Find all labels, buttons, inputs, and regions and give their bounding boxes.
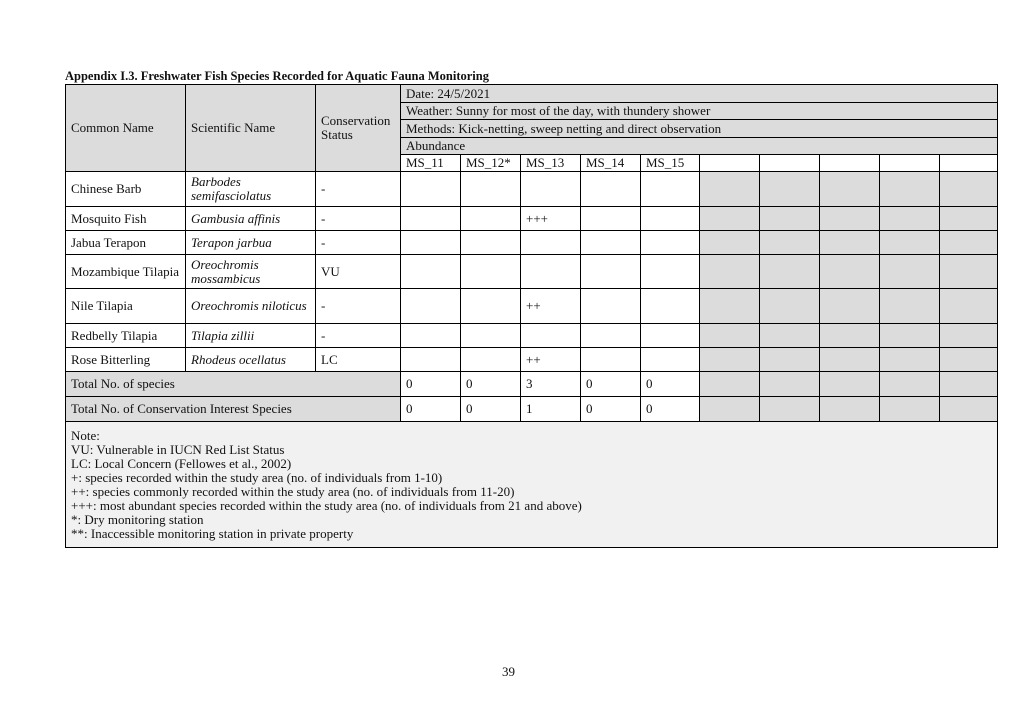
total-cell: 0 (641, 397, 700, 422)
table-row (66, 172, 998, 207)
note-line: +: species recorded within the study area (no. of individuals from 1-10) (71, 469, 443, 485)
shaded-cell (820, 397, 880, 422)
shaded-cell (940, 207, 998, 231)
status-cell: - (316, 289, 401, 324)
abundance-cell (401, 324, 461, 348)
station-header: MS_13 (521, 155, 581, 172)
note-heading: Note: (71, 427, 100, 443)
page-number: 39 (502, 664, 515, 679)
abundance-cell (401, 348, 461, 372)
abundance-cell (401, 172, 461, 207)
header-common-name: Common Name (66, 85, 186, 172)
abundance-cell (641, 255, 700, 289)
scientific-name-cell: Barbodes semifasciolatus (186, 172, 316, 207)
shaded-cell (880, 289, 940, 324)
total-species-row (66, 372, 998, 397)
shaded-cell (760, 172, 820, 207)
abundance-cell (461, 324, 521, 348)
shaded-cell (760, 324, 820, 348)
shaded-cell (880, 372, 940, 397)
header-weather: Weather: Sunny for most of the day, with thundery shower (401, 103, 998, 120)
shaded-cell (880, 324, 940, 348)
station-header: MS_15 (641, 155, 700, 172)
abundance-cell (521, 231, 581, 255)
empty-cell (760, 155, 820, 172)
status-cell: - (316, 231, 401, 255)
abundance-cell (521, 255, 581, 289)
note-line: VU: Vulnerable in IUCN Red List Status (71, 441, 285, 457)
abundance-cell (581, 324, 641, 348)
shaded-cell (760, 397, 820, 422)
table-row (66, 289, 998, 324)
shaded-cell (700, 372, 760, 397)
table-row (66, 207, 998, 231)
abundance-cell (521, 172, 581, 207)
total-cell: 0 (581, 397, 641, 422)
shaded-cell (880, 207, 940, 231)
scientific-name-cell: Terapon jarbua (186, 231, 316, 255)
shaded-cell (700, 172, 760, 207)
shaded-cell (820, 348, 880, 372)
shaded-cell (820, 231, 880, 255)
table-row (66, 348, 998, 372)
total-cell: 0 (641, 372, 700, 397)
scientific-name-cell: Gambusia affinis (186, 207, 316, 231)
status-cell: - (316, 324, 401, 348)
notes-cell (66, 422, 998, 548)
abundance-cell (401, 289, 461, 324)
shaded-cell (760, 289, 820, 324)
abundance-cell (401, 207, 461, 231)
abundance-cell (521, 324, 581, 348)
abundance-cell (401, 231, 461, 255)
shaded-cell (880, 255, 940, 289)
abundance-cell (581, 289, 641, 324)
abundance-cell (461, 289, 521, 324)
empty-cell (820, 155, 880, 172)
abundance-cell (641, 348, 700, 372)
total-interest-label: Total No. of Conservation Interest Species (66, 397, 401, 422)
common-name-cell: Rose Bitterling (66, 348, 186, 372)
abundance-cell (581, 255, 641, 289)
total-cell: 1 (521, 397, 581, 422)
status-cell: LC (316, 348, 401, 372)
common-name-cell: Mozambique Tilapia (66, 255, 186, 289)
shaded-cell (700, 231, 760, 255)
common-name-cell: Chinese Barb (66, 172, 186, 207)
table-row (66, 324, 998, 348)
shaded-cell (760, 207, 820, 231)
header-scientific-name: Scientific Name (186, 85, 316, 172)
abundance-cell (401, 255, 461, 289)
note-line: +++: most abundant species recorded within the study area (no. of individuals from 21 and above) (71, 497, 582, 513)
note-line: ++: species commonly recorded within the study area (no. of individuals from 11-20) (71, 483, 515, 499)
shaded-cell (940, 289, 998, 324)
empty-cell (700, 155, 760, 172)
total-cell: 0 (401, 397, 461, 422)
scientific-name-cell: Rhodeus ocellatus (186, 348, 316, 372)
abundance-cell (641, 172, 700, 207)
shaded-cell (940, 172, 998, 207)
shaded-cell (880, 172, 940, 207)
abundance-cell (461, 231, 521, 255)
abundance-cell (461, 172, 521, 207)
appendix-title: Appendix I.3. Freshwater Fish Species Recorded for Aquatic Fauna Monitoring (65, 69, 489, 83)
shaded-cell (820, 289, 880, 324)
header-abundance: Abundance (401, 138, 998, 155)
shaded-cell (700, 207, 760, 231)
total-interest-row (66, 397, 998, 422)
common-name-cell: Nile Tilapia (66, 289, 186, 324)
shaded-cell (760, 348, 820, 372)
total-cell: 0 (461, 372, 521, 397)
shaded-cell (820, 324, 880, 348)
abundance-cell (581, 172, 641, 207)
status-cell: VU (316, 255, 401, 289)
note-line: *: Dry monitoring station (71, 511, 204, 527)
total-cell: 0 (401, 372, 461, 397)
status-cell: - (316, 172, 401, 207)
abundance-cell (641, 231, 700, 255)
shaded-cell (940, 324, 998, 348)
shaded-cell (880, 348, 940, 372)
station-header: MS_11 (401, 155, 461, 172)
abundance-cell (641, 324, 700, 348)
shaded-cell (760, 255, 820, 289)
abundance-cell (581, 231, 641, 255)
note-line: LC: Local Concern (Fellowes et al., 2002) (71, 455, 292, 471)
header-methods: Methods: Kick-netting, sweep netting and direct observation (401, 120, 998, 138)
note-line: **: Inaccessible monitoring station in private property (71, 525, 354, 541)
shaded-cell (820, 255, 880, 289)
abundance-cell: ++ (521, 348, 581, 372)
shaded-cell (760, 231, 820, 255)
shaded-cell (940, 397, 998, 422)
shaded-cell (700, 348, 760, 372)
scientific-name-cell: Tilapia zillii (186, 324, 316, 348)
abundance-cell: ++ (521, 289, 581, 324)
shaded-cell (880, 231, 940, 255)
shaded-cell (760, 372, 820, 397)
header-conservation-status: Conservation Status (316, 85, 401, 172)
abundance-cell (641, 289, 700, 324)
total-cell: 3 (521, 372, 581, 397)
shaded-cell (820, 172, 880, 207)
abundance-cell (461, 348, 521, 372)
total-cell: 0 (461, 397, 521, 422)
status-cell: - (316, 207, 401, 231)
empty-cell (880, 155, 940, 172)
shaded-cell (940, 348, 998, 372)
abundance-cell (641, 207, 700, 231)
shaded-cell (820, 207, 880, 231)
station-header: MS_14 (581, 155, 641, 172)
shaded-cell (700, 289, 760, 324)
shaded-cell (700, 324, 760, 348)
station-header: MS_12* (461, 155, 521, 172)
abundance-cell (461, 255, 521, 289)
total-species-label: Total No. of species (66, 372, 401, 397)
notes-row (66, 422, 998, 548)
abundance-cell (461, 207, 521, 231)
fish-species-table (65, 84, 998, 548)
table-row (66, 255, 998, 289)
empty-cell (940, 155, 998, 172)
common-name-cell: Redbelly Tilapia (66, 324, 186, 348)
shaded-cell (820, 372, 880, 397)
abundance-cell (581, 348, 641, 372)
total-cell: 0 (581, 372, 641, 397)
abundance-cell: +++ (521, 207, 581, 231)
shaded-cell (940, 231, 998, 255)
table-row (66, 231, 998, 255)
scientific-name-cell: Oreochromis niloticus (186, 289, 316, 324)
shaded-cell (940, 255, 998, 289)
common-name-cell: Mosquito Fish (66, 207, 186, 231)
common-name-cell: Jabua Terapon (66, 231, 186, 255)
shaded-cell (880, 397, 940, 422)
shaded-cell (700, 397, 760, 422)
header-date: Date: 24/5/2021 (401, 85, 998, 103)
scientific-name-cell: Oreochromis mossambicus (186, 255, 316, 289)
shaded-cell (940, 372, 998, 397)
shaded-cell (700, 255, 760, 289)
abundance-cell (581, 207, 641, 231)
